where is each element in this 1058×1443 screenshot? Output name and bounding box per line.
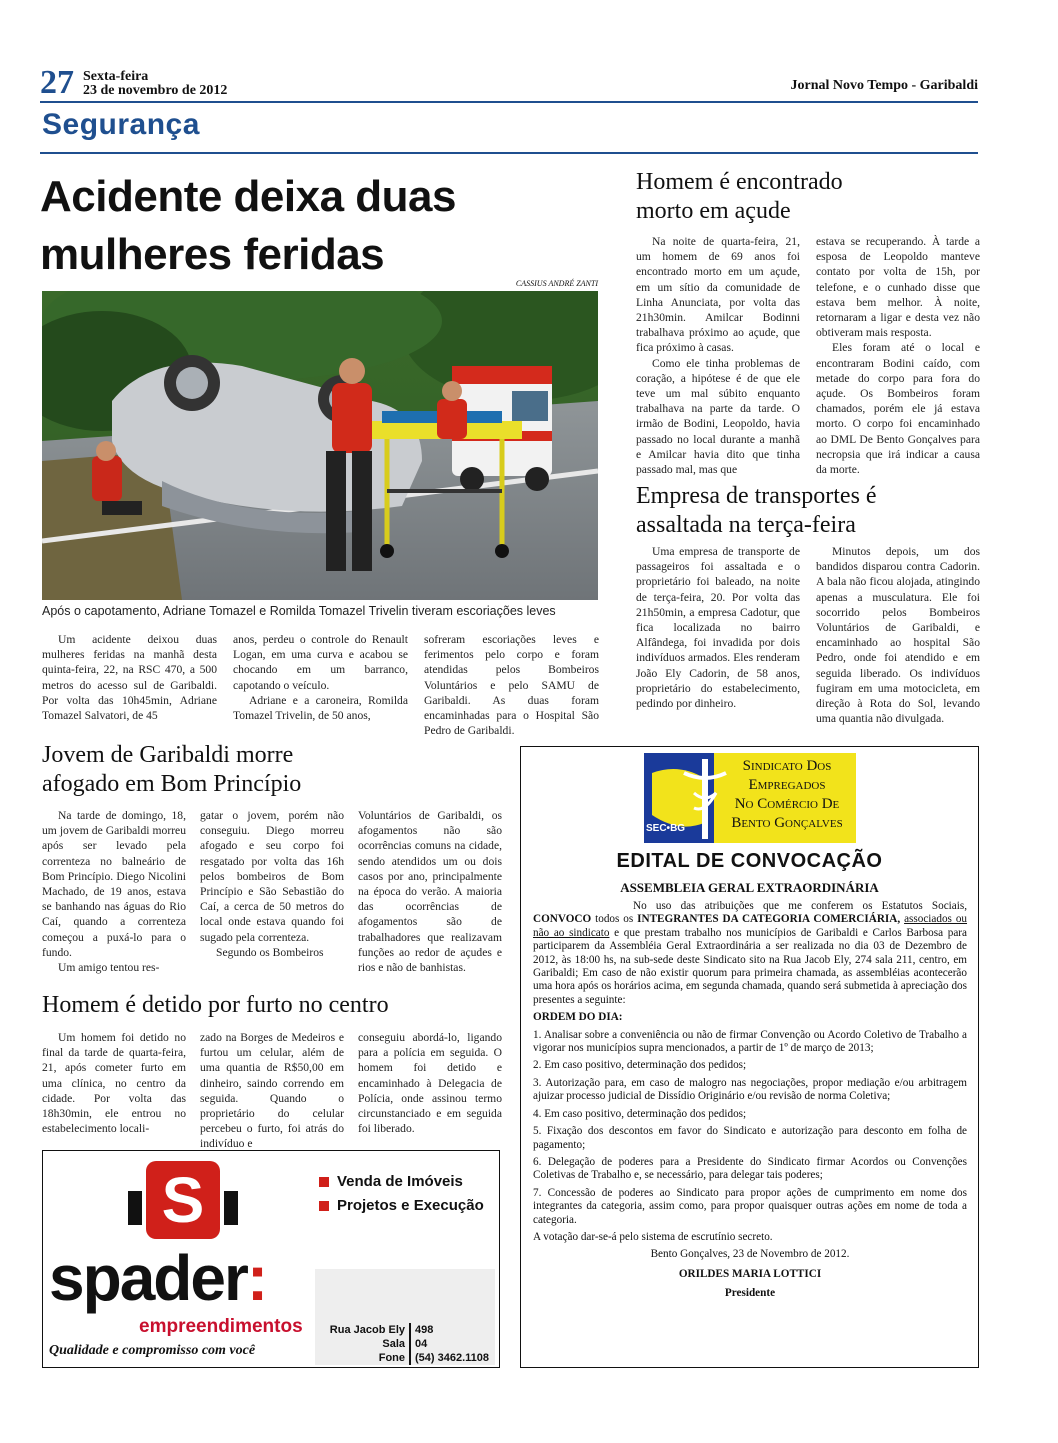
accident-photo [42, 291, 598, 600]
main-story-col1: Um acidente deixou duas mulheres feridas na manhã desta quinta-feira, 22, na RSC 470, a 500 metros do acesso sul de Garibaldi. Por volta das 10h45min, Adriane Tomazel Salvatori, de 45 [42, 633, 217, 723]
story-assalto-col1: Uma empresa de transporte de passageiros foi assaltada e o proprietário foi baleado, na noite de terça-feira, 20. Por volta das 21h50min, a empresa Cadotur, que fica localizada no bairro Alfândega, foi invadida por dois indivíduos armados. Eles renderam João Ely Cadorin, de 58 anos, proprietário do estabelecimento, pedindo por dinheiro. [636, 545, 800, 711]
agenda-item: 1. Analisar sobre a conveniência ou não de firmar Convenção ou Acordo Coletivo de Trabalho a vigorar nos municípios supra mencionados, a partir de 1º de março de 2013; [533, 1028, 967, 1055]
edital-title: EDITAL DE CONVOCAÇÃO [616, 850, 883, 872]
weekday: Sexta-feira [83, 69, 149, 84]
edital-box [520, 746, 979, 1368]
vote-note: A votação dar-se-á pelo sistema de escrutínio secreto. [533, 1230, 773, 1243]
story-furto-title: Homem é detido por furto no centro [42, 992, 389, 1018]
story-assalto-title: Empresa de transportes é assaltada na terça-feira [636, 483, 877, 538]
main-headline: Acidente deixa duas mulheres feridas [40, 172, 456, 279]
story-morto-title: Homem é encontrado morto em açude [636, 169, 843, 224]
red-square-bullet-icon [319, 1177, 329, 1187]
photo-credit: CASSIUS ANDRÉ ZANTI [515, 279, 598, 288]
header-rule [40, 101, 978, 103]
spader-ad[interactable] [42, 1150, 500, 1368]
story-afogado-title: Jovem de Garibaldi morre afogado em Bom Princípio [42, 742, 302, 797]
agenda-item: 6. Delegação de poderes para a Presidente do Sindicato firmar Acordos ou Convenções Coletivas de Trabalho e, se necessário, para delegar tais poderes; [533, 1155, 967, 1182]
signer-role: Presidente [724, 1287, 776, 1300]
spader-logo-letter: S [161, 1164, 205, 1236]
agenda-item: 3. Autorização para, em caso de malogro nas negociações, propor mediação e/ou arbitragem ajuizar processo judicial de Dissídio Originário e/ou revisão de norma Coletiva; [533, 1076, 967, 1103]
agenda-item: 4. Em caso positivo, determinação dos pedidos; [533, 1107, 747, 1120]
place-date: Bento Gonçalves, 23 de Novembro de 2012. [650, 1248, 850, 1261]
story-furto-col1: Um homem foi detido no final da tarde de quarta-feira, 21, após cometer furto em uma clínica, no centro da cidade. Por volta das 18h30min, ele entrou no estabelecimento locali- [42, 1031, 186, 1136]
spader-slogan: Qualidade e compromisso com você [49, 1343, 256, 1358]
story-afogado-col2: gatar o jovem, porém não conseguiu. Diego morreu afogado e seu corpo foi resgatado por volta das 16h pelos bombeiros de Bom Princípio e São Sebastião do Caí, a cerca de 50 metros do local onde estava quando foi sugado pela correnteza. Segundo os Bombeiros [200, 809, 344, 959]
spader-service-2: Projetos e Execução [319, 1197, 484, 1214]
accident-photo-illustration [42, 291, 598, 600]
story-furto-col2: zado na Borges de Medeiros e furtou um celular, além de uma quantia de R$50,00 em dinheiro, saindo correndo em seguida. Quando o proprietário do celular percebeu o furto, foi atrás do indivíduo e [200, 1031, 344, 1151]
section-rule [40, 152, 978, 154]
journal-name: Jornal Novo Tempo - Garibaldi [790, 78, 978, 93]
story-afogado-col3: Voluntários de Garibaldi, os afogamentos não são ocorrências comuns na cidade, sendo atendidos um ou dois casos por ano, principalmente na época do verão. A maioria das ocorrências de afogamentos são de trabalhadores que realizavam funções ao redor de açudes e rios e não de banhistas. [358, 809, 502, 975]
spader-logo-icon [128, 1161, 238, 1241]
edital-intro: No uso das atribuições que me conferem os Estatutos Sociais, CONVOCO todos os INTEGRANTES DA CATEGORIA COMERCIÁRIA, associados ou não ao sindicato e que prestam trabalho nos municípios de Garibaldi e Carlos Barbosa para participarem da Assembléia Geral Extraordinária a ser realizada no dia 03 de Dezembro de 2012, às 18:00 hs, na sub-sede deste Sindicato sito na Rua Jacob Ely, 274 sala 211, centro, em Garibaldi; Em caso de não existir quorum para primeira chamada, as assembléias acontecerão uma hora após os horários acima, em segunda chamada, quando será submetida à apreciação dos presentes a seguinte: [533, 900, 968, 1006]
story-morto-col2: estava se recuperando. À tarde a esposa de Leopoldo manteve contato por volta de 15h, por telefone, e o cunhado disse que estava bem melhor. À noite, retornaram a ligar e desta vez não obtiveram mais resposta. Eles foram até o local e encontraram Bodini caído, com metade do corpo para fora do açude. Os Bombeiros foram chamados, porém ele já estava morto. O corpo foi encaminhado ao DML De Bento Gonçalves para necropsia que irá indicar a causa da morte. [816, 235, 980, 477]
ordem-do-dia: ORDEM DO DIA: [533, 1011, 623, 1024]
photo-caption: Após o capotamento, Adriane Tomazel e Romilda Tomazel Trivelin tiveram escoriações leves [42, 604, 556, 618]
red-square-bullet-icon [319, 1201, 329, 1211]
spader-address-labels: Rua Jacob Ely Sala Fone [329, 1324, 405, 1364]
union-name: Sindicato Dos Empregados No Comércio De Bento Gonçalves [731, 758, 843, 831]
union-logo [644, 753, 856, 843]
address-divider [409, 1323, 411, 1365]
date: 23 de novembro de 2012 [83, 83, 228, 98]
issue-date [83, 70, 227, 98]
story-furto-col3: conseguiu abordá-lo, ligando para a polícia em seguida. O homem foi detido e encaminhado à Delegacia de Polícia, onde assinou termo circunstanciado e em seguida foi liberado. [358, 1031, 502, 1136]
page-number: 27 [40, 64, 74, 101]
agenda-item: 5. Fixação dos descontos em favor do Sindicato e autorização para desconto em folha de pagamento; [533, 1125, 967, 1151]
edital-body [533, 900, 967, 1305]
union-badge: SEC•BG [646, 823, 686, 834]
spader-subtitle: empreendimentos [139, 1316, 303, 1337]
main-story-col3: sofreram escoriações leves e ferimentos pelo corpo e foram atendidas pelos Bombeiros Voluntários e pelo SAMU de Garibaldi. As duas foram encaminhadas para o Hospital São Pedro de Garibaldi. [424, 633, 599, 738]
signer-name: ORILDES MARIA LOTTICI [678, 1267, 822, 1280]
story-afogado-col1: Na tarde de domingo, 18, um jovem de Garibaldi morreu após ser levado pela correnteza no balneário de Bom Princípio. Diego Nicolini Machado, de 19 anos, estava se banhando nas águas do Rio Caí, quando a correnteza começou a puxá-lo para o fundo. Um amigo tentou res- [42, 809, 186, 975]
main-story-col2: anos, perdeu o controle do Renault Logan, em uma curva e acabou se chocando em um barranco, capotando o veículo. Adriane e a caroneira, Romilda Tomazel Trivelin, de 50 anos, [233, 633, 408, 723]
spader-name: spader: [49, 1242, 267, 1314]
agenda-item: 2. Em caso positivo, determinação dos pedidos; [533, 1059, 747, 1072]
section-title: Segurança [42, 108, 200, 141]
spader-address-values: 498 04 (54) 3462.1108 [415, 1324, 490, 1364]
spader-service-1: Venda de Imóveis [319, 1173, 463, 1190]
story-morto-col1: Na noite de quarta-feira, 21, um homem de 69 anos foi encontrado morto em um açude, em um sítio da comunidade de Linha Anunciata, por volta das 21h30min. Amilcar Bodinni trabalhava próximo ao açude, que fica próximo à casas. Como ele tinha problemas de coração, a hipótese é de que ele teve um mal súbito enquanto trabalhava na parte da tarde. O irmão de Bodini, Leopoldo, havia passado no local durante a manhã e Amilcar havia dito que tinha passado mal, mas que [636, 235, 800, 477]
edital-subtitle: ASSEMBLEIA GERAL EXTRAORDINÁRIA [620, 880, 879, 895]
agenda-item: 7. Concessão de poderes ao Sindicato para propor ações de cumprimento em nome dos integrantes da categoria, assim como, para propor quaisquer outras ações em nome de toda a categoria. [533, 1186, 967, 1226]
story-assalto-col2: Minutos depois, um dos bandidos disparou contra Cadorin. A bala não ficou alojada, atingindo apenas a musculatura. Ele foi socorrido pelos Bombeiros Voluntários de Garibaldi, e encaminhado ao hospital São Pedro, onde foi atendido e em seguida liberado. Os indivíduos fugiram em uma motocicleta, em direção à Rota do Sol, levando uma quantia não divulgada. [816, 545, 980, 726]
